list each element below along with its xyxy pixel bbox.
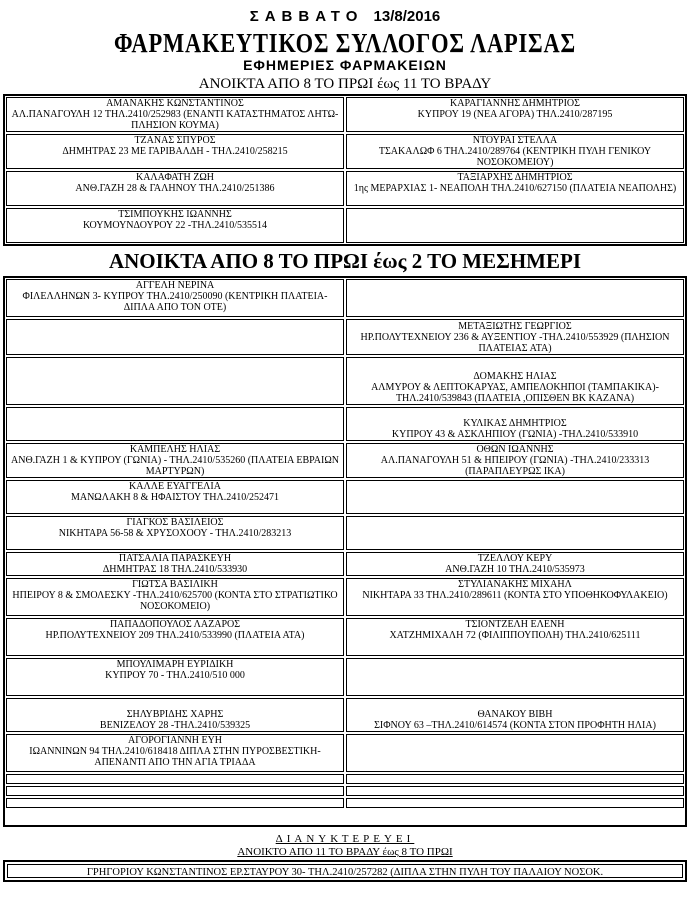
- day-label: ΣΑΒΒΑΤΟ: [249, 8, 364, 25]
- duty-subtitle: ΕΦΗΜΕΡΙΕΣ ΦΑΡΜΑΚΕΙΩΝ: [243, 57, 447, 73]
- night-duty-entry: ΓΡΗΓΟΡΙΟΥ ΚΩΝΣΤΑΝΤΙΝΟΣ ΕΡ.ΣΤΑΥΡΟΥ 30- ΤΗΛ.2410/257282 (ΔΙΠΛΑ ΣΤΗΝ ΠΥΛΗ ΤΟΥ ΠΑΛΑΙΟΥ ΝΟΣΟΚ.: [7, 864, 683, 878]
- pharmacy-cell: [6, 658, 344, 696]
- pharmacy-name: ΜΠΟΥΛΙΜΑΡΗ ΕΥΡΙΔΙΚΗ: [116, 659, 234, 670]
- table-row: [5, 356, 685, 406]
- pharmacy-address: ΑΝΘ.ΓΑΖΗ 10 ΤΗΛ.2410/535973: [445, 564, 585, 575]
- pharmacy-name: ΑΜΑΝΑΚΗΣ ΚΩΝΣΤΑΝΤΙΝΟΣ: [106, 98, 244, 109]
- date-line: [0, 8, 690, 25]
- empty-cell: [6, 319, 344, 355]
- pharmacy-cell: [346, 698, 684, 732]
- empty-cell: [346, 516, 684, 550]
- empty-cell: [6, 774, 344, 784]
- pharmacy-name: ΠΑΤΣΑΛΙΑ ΠΑΡΑΣΚΕΥΗ: [118, 553, 232, 564]
- table-row: [5, 577, 685, 617]
- empty-cell: [6, 786, 344, 796]
- pharmacy-cell: [6, 578, 344, 616]
- pharmacy-address: ΑΛΜΥΡΟΥ & ΛΕΠΤΟΚΑΡΥΑΣ, ΑΜΠΕΛΟΚΗΠΟΙ (ΤΑΜΠΑΚΙΚΑ)-ΤΗΛ.2410/539843 (ΠΛΑΤΕΙΑ ,ΟΠΙΣΘΕΝ ΒΚ ΚΑΖΑΝΑ): [371, 382, 659, 404]
- pharmacy-name: ΑΓΟΡΟΓΙΑΝΝΗ ΕΥΗ: [127, 735, 223, 746]
- pharmacy-address: ΚΥΠΡΟΥ 19 (ΝΕΑ ΑΓΟΡΑ) ΤΗΛ.2410/287195: [417, 109, 613, 120]
- association-title: ΦΑΡΜΑΚΕΥΤΙΚΟΣ ΣΥΛΛΟΓΟΣ ΛΑΡΙΣΑΣ: [113, 28, 577, 58]
- pharmacy-name: ΚΥΛΙΚΑΣ ΔΗΜΗΤΡΙΟΣ: [463, 418, 567, 429]
- pharmacy-address: ΒΕΝΙΖΕΛΟΥ 28 -ΤΗΛ.2410/539325: [99, 720, 251, 731]
- pharmacy-cell: [6, 734, 344, 772]
- table-row: [5, 170, 685, 207]
- table-row: [5, 733, 685, 773]
- pharmacy-address: ΗΡ.ΠΟΛΥΤΕΧΝΕΙΟΥ 236 & ΑΥΞΕΝΤΙΟΥ -ΤΗΛ.2410/553929 (ΠΛΗΣΙΟΝ ΠΛΑΤΕΙΑΣ ΑΤΑ): [360, 332, 670, 354]
- date-value: 13/8/2016: [373, 8, 441, 25]
- pharmacy-address: ΗΠΕΙΡΟΥ 8 & ΣΜΟΛΕΣΚΥ -ΤΗΛ.2410/625700 (ΚΟΝΤΑ ΣΤΟ ΣΤΡΑΤΙΩΤΙΚΟ ΝΟΣΟΚΟΜΕΙΟ): [12, 590, 338, 612]
- empty-cell: [346, 658, 684, 696]
- empty-cell: [6, 357, 344, 405]
- pharmacy-address: 1ης ΜΕΡΑΡΧΙΑΣ 1- ΝΕΑΠΟΛΗ ΤΗΛ.2410/627150 (ΠΛΑΤΕΙΑ ΝΕΑΠΟΛΗΣ): [353, 183, 677, 194]
- pharmacy-cell: [6, 134, 344, 169]
- section2-table: [3, 276, 687, 827]
- night-duty-box: [3, 860, 687, 882]
- pharmacy-name: ΘΑΝΑΚΟΥ ΒΙΒΗ: [477, 709, 553, 720]
- pharmacy-name: ΟΘΩΝ ΙΩΑΝΝΗΣ: [476, 444, 554, 455]
- section2-heading: ΑΝΟΙΚΤΑ ΑΠΟ 8 ΤΟ ΠΡΩΙ έως 2 ΤΟ ΜΕΣΗΜΕΡΙ: [108, 249, 582, 273]
- table-row: [5, 785, 685, 797]
- pharmacy-cell: [6, 97, 344, 132]
- pharmacy-cell: [346, 357, 684, 405]
- pharmacy-name: ΜΕΤΑΞΙΩΤΗΣ ΓΕΩΡΓΙΟΣ: [458, 321, 572, 332]
- pharmacy-cell: [346, 552, 684, 576]
- empty-cell: [346, 774, 684, 784]
- pharmacy-address: ΑΛ.ΠΑΝΑΓΟΥΛΗ 12 ΤΗΛ.2410/252983 (ΕΝΑΝΤΙ ΚΑΤΑΣΤΗΜΑΤΟΣ ΛΗΤΩ-ΠΛΗΣΙΟΝ ΚΟΥΜΑ): [11, 109, 339, 131]
- pharmacy-name: ΑΓΓΕΛΗ ΝΕΡΙΝΑ: [135, 280, 215, 291]
- pharmacy-cell: [6, 480, 344, 514]
- empty-cell: [6, 798, 344, 808]
- empty-cell: [346, 279, 684, 317]
- pharmacy-address: ΜΑΝΩΛΑΚΗ 8 & ΗΦΑΙΣΤΟΥ ΤΗΛ.2410/252471: [70, 492, 280, 503]
- empty-cell: [346, 798, 684, 808]
- pharmacy-name: ΣΗΛΥΒΡΙΔΗΣ ΧΑΡΗΣ: [126, 709, 224, 720]
- pharmacy-address: ΣΙΦΝΟΥ 63 –ΤΗΛ.2410/614574 (ΚΟΝΤΑ ΣΤΟΝ ΠΡΟΦΗΤΗ ΗΛΙΑ): [374, 720, 656, 731]
- pharmacy-cell: [6, 279, 344, 317]
- pharmacy-address: ΑΝΘ.ΓΑΖΗ 28 & ΓΑΛΗΝΟΥ ΤΗΛ.2410/251386: [75, 183, 275, 194]
- empty-cell: [6, 407, 344, 441]
- pharmacy-cell: [346, 578, 684, 616]
- pharmacy-name: ΤΣΙΟΝΤΖΕΛΗ ΕΛΕΝΗ: [465, 619, 565, 630]
- pharmacy-name: ΚΑΛΑΦΑΤΗ ΖΩΗ: [135, 172, 215, 183]
- table-row: [5, 406, 685, 442]
- pharmacy-address: ΔΗΜΗΤΡΑΣ 23 ΜΕ ΓΑΡΙΒΑΛΔΗ - ΤΗΛ.2410/258215: [62, 146, 288, 157]
- table-row: [5, 96, 685, 133]
- pharmacy-name: ΔΟΜΑΚΗΣ ΗΛΙΑΣ: [473, 371, 557, 382]
- section1-table: [3, 94, 687, 246]
- pharmacy-name: ΤΖΕΛΛΟΥ ΚΕΡΥ: [477, 553, 553, 564]
- table-row: [5, 697, 685, 733]
- pharmacy-cell: [346, 97, 684, 132]
- pharmacy-address: ΗΡ.ΠΟΛΥΤΕΧΝΕΙΟΥ 209 ΤΗΛ.2410/533990 (ΠΛΑΤΕΙΑ ΑΤΑ): [45, 630, 305, 641]
- table-row: [5, 551, 685, 577]
- night-duty-title: ΔΙΑΝΥΚΤΕΡΕΥΕΙ: [275, 833, 415, 845]
- empty-cell: [346, 480, 684, 514]
- table-row: [5, 442, 685, 479]
- table-row: [5, 479, 685, 515]
- pharmacy-address: ΑΝΘ.ΓΑΖΗ 1 & ΚΥΠΡΟΥ (ΓΩΝΙΑ) - ΤΗΛ.2410/535260 (ΠΛΑΤΕΙΑ ΕΒΡΑΙΩΝ ΜΑΡΤΥΡΩΝ): [11, 455, 339, 477]
- pharmacy-cell: [346, 134, 684, 169]
- pharmacy-address: ΧΑΤΖΗΜΙΧΑΛΗ 72 (ΦΙΛΙΠΠΟΥΠΟΛΗ) ΤΗΛ.2410/625111: [389, 630, 641, 641]
- empty-cell: [346, 786, 684, 796]
- table-row: [5, 133, 685, 170]
- pharmacy-address: ΝΙΚΗΤΑΡΑ 33 ΤΗΛ.2410/289611 (ΚΟΝΤΑ ΣΤΟ ΥΠΟΘΗΚΟΦΥΛΑΚΕΙΟ): [362, 590, 668, 601]
- pharmacy-cell: [6, 698, 344, 732]
- pharmacy-address: ΚΟΥΜΟΥΝΔΟΥΡΟΥ 22 -ΤΗΛ.2410/535514: [82, 220, 268, 231]
- table-row: [5, 207, 685, 244]
- table-row: [5, 797, 685, 809]
- pharmacy-address: ΑΛ.ΠΑΝΑΓΟΥΛΗ 51 & ΗΠΕΙΡΟΥ (ΓΩΝΙΑ) -ΤΗΛ.2410/233313 (ΠΑΡΑΠΛΕΥΡΩΣ ΙΚΑ): [380, 455, 650, 477]
- pharmacy-name: ΠΑΠΑΔΟΠΟΥΛΟΣ ΛΑΖΑΡΟΣ: [109, 619, 241, 630]
- pharmacy-address: ΙΩΑΝΝΙΝΩΝ 94 ΤΗΛ.2410/618418 ΔΙΠΛΑ ΣΤΗΝ ΠΥΡΟΣΒΕΣΤΙΚΗ-ΑΠΕΝΑΝΤΙ ΑΠΟ ΤΗΝ ΑΓΙΑ ΤΡΙΑΔΑ: [29, 746, 321, 768]
- table-row: [5, 657, 685, 697]
- pharmacy-cell: [6, 516, 344, 550]
- pharmacy-address: ΝΙΚΗΤΑΡΑ 56-58 & ΧΡΥΣΟΧΟΟΥ - ΤΗΛ.2410/283213: [58, 528, 292, 539]
- pharmacy-cell: [346, 319, 684, 355]
- pharmacy-name: ΤΣΙΜΠΟΥΚΗΣ ΙΩΑΝΝΗΣ: [118, 209, 232, 220]
- pharmacy-name: ΣΤΥΛΙΑΝΑΚΗΣ ΜΙΧΑΗΛ: [458, 579, 572, 590]
- pharmacy-name: ΚΑΜΠΕΛΗΣ ΗΛΙΑΣ: [129, 444, 221, 455]
- pharmacy-name: ΓΙΩΤΣΑ ΒΑΣΙΛΙΚΗ: [132, 579, 218, 590]
- section1-heading: ΑΝΟΙΚΤΑ ΑΠΟ 8 ΤΟ ΠΡΩΙ έως 11 ΤΟ ΒΡΑΔΥ: [198, 76, 492, 92]
- pharmacy-address: ΦΙΛΕΛΛΗΝΩΝ 3- ΚΥΠΡΟΥ ΤΗΛ.2410/250090 (ΚΕΝΤΡΙΚΗ ΠΛΑΤΕΙΑ- ΔΙΠΛΑ ΑΠΟ ΤΟΝ ΟΤΕ): [22, 291, 328, 313]
- pharmacy-cell: [346, 171, 684, 206]
- table-row: [5, 318, 685, 356]
- pharmacy-address: ΔΗΜΗΤΡΑΣ 18 ΤΗΛ.2410/533930: [102, 564, 248, 575]
- pharmacy-cell: [6, 208, 344, 243]
- pharmacy-address: ΤΣΑΚΑΛΩΦ 6 ΤΗΛ.2410/289764 (ΚΕΝΤΡΙΚΗ ΠΥΛΗ ΓΕΝΙΚΟΥ ΝΟΣΟΚΟΜΕΙΟΥ): [378, 146, 652, 168]
- empty-cell: [346, 734, 684, 772]
- pharmacy-name: ΝΤΟΥΡΑΙ ΣΤΕΛΛΑ: [472, 135, 558, 146]
- empty-cell: [346, 208, 684, 243]
- table-row: [5, 617, 685, 657]
- pharmacy-cell: [6, 443, 344, 478]
- pharmacy-name: ΓΙΑΓΚΟΣ ΒΑΣΙΛΕΙΟΣ: [126, 517, 224, 528]
- pharmacy-cell: [346, 618, 684, 656]
- night-duty-hours: ΑΝΟΙΚΤΟ ΑΠΟ 11 ΤΟ ΒΡΑΔΥ έως 8 ΤΟ ΠΡΩΙ: [237, 846, 453, 858]
- table-row: [5, 278, 685, 318]
- pharmacy-cell: [6, 171, 344, 206]
- pharmacy-cell: [346, 407, 684, 441]
- pharmacy-name: ΚΑΡΑΓΙΑΝΝΗΣ ΔΗΜΗΤΡΙΟΣ: [450, 98, 580, 109]
- pharmacy-address: ΚΥΠΡΟΥ 70 - ΤΗΛ.2410/510 000: [105, 670, 245, 681]
- table-row: [5, 515, 685, 551]
- pharmacy-name: ΤΖΑΝΑΣ ΣΠΥΡΟΣ: [134, 135, 216, 146]
- pharmacy-address: ΚΥΠΡΟΥ 43 & ΑΣΚΛΗΠΙΟΥ (ΓΩΝΙΑ) -ΤΗΛ.2410/533910: [391, 429, 639, 440]
- pharmacy-cell: [6, 618, 344, 656]
- pharmacy-cell: [6, 552, 344, 576]
- pharmacy-name: ΚΑΛΛΕ ΕΥΑΓΓΕΛΙΑ: [129, 481, 221, 492]
- pharmacy-name: ΤΑΞΙΑΡΧΗΣ ΔΗΜΗΤΡΙΟΣ: [457, 172, 573, 183]
- table-row: [5, 773, 685, 785]
- pharmacy-cell: [346, 443, 684, 478]
